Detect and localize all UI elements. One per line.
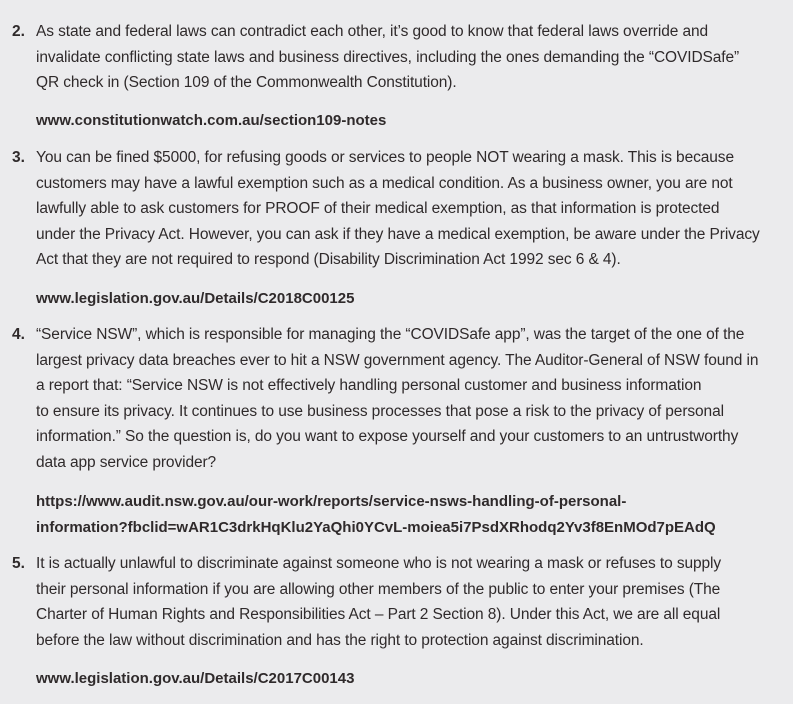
text-line: It is actually unlawful to discriminate against someone who is not wearing a mask or refuses to supply bbox=[36, 555, 722, 572]
item-number: 5. bbox=[12, 555, 25, 572]
text-line: largest privacy data breaches ever to hit a NSW government agency. The Auditor-General of NSW found in bbox=[36, 351, 759, 369]
item-text bbox=[36, 322, 776, 475]
reference-link[interactable] bbox=[36, 108, 786, 134]
reference-link[interactable] bbox=[36, 666, 786, 692]
link-text[interactable]: https://www.audit.nsw.gov.au/our-work/reports/service-nsws-handling-of-personal- bbox=[36, 493, 627, 510]
item-number: 4. bbox=[12, 326, 25, 343]
text-line: Act that they are not required to respond (Disability Discrimination Act 1992 sec 6 & 4). bbox=[36, 251, 621, 268]
item-number: 2. bbox=[12, 23, 25, 40]
text-line: their personal information if you are allowing other members of the public to enter your premises (The bbox=[36, 580, 721, 598]
text-line: You can be fined $5000, for refusing goods or services to people NOT wearing a mask. This is because bbox=[36, 149, 734, 166]
link-text[interactable]: information?fbclid=wAR1C3drkHqKlu2YaQhi0YCvL-moiea5i7PsdXRhodq2Yv3f8EnMOd7pEAdQ bbox=[36, 518, 716, 536]
text-line: Charter of Human Rights and Responsibilities Act – Part 2 Section 8). Under this Act, we are all equal bbox=[36, 606, 721, 623]
text-line: As state and federal laws can contradict each other, it’s good to know that federal laws override and bbox=[36, 23, 709, 40]
reference-link[interactable] bbox=[36, 286, 786, 312]
item-text bbox=[36, 19, 776, 96]
item-text bbox=[36, 145, 776, 273]
text-line: under the Privacy Act. However, you can ask if they have a medical exemption, be aware under the Privacy bbox=[36, 225, 760, 243]
text-line: data app service provider? bbox=[36, 453, 217, 471]
text-line: a report that: “Service NSW is not effectively handling personal customer and business information bbox=[36, 377, 702, 394]
text-line: invalidate conflicting state laws and business directives, including the ones demanding the “COVIDSafe” bbox=[36, 48, 740, 66]
text-line: information.” So the question is, do you want to expose yourself and your customers to an untrustworthy bbox=[36, 428, 739, 445]
link-text[interactable]: www.constitutionwatch.com.au/section109-notes bbox=[36, 112, 387, 129]
text-line: QR check in (Section 109 of the Commonwealth Constitution). bbox=[36, 74, 457, 91]
item-number: 3. bbox=[12, 149, 25, 166]
text-line: lawfully able to ask customers for PROOF of their medical exemption, as that information is protected bbox=[36, 200, 720, 217]
text-line: customers may have a lawful exemption such as a medical condition. As a business owner, you are not bbox=[36, 174, 733, 192]
item-text bbox=[36, 551, 776, 653]
text-line: to ensure its privacy. It continues to use business processes that pose a risk to the privacy of personal bbox=[36, 402, 724, 420]
link-text[interactable]: www.legislation.gov.au/Details/C2017C00143 bbox=[36, 670, 355, 687]
reference-link[interactable] bbox=[36, 489, 786, 540]
text-line: “Service NSW”, which is responsible for managing the “COVIDSafe app”, was the target of the one of the bbox=[36, 326, 745, 343]
text-line: before the law without discrimination and has the right to protection against discrimination. bbox=[36, 631, 644, 649]
link-text[interactable]: www.legislation.gov.au/Details/C2018C00125 bbox=[36, 290, 355, 307]
